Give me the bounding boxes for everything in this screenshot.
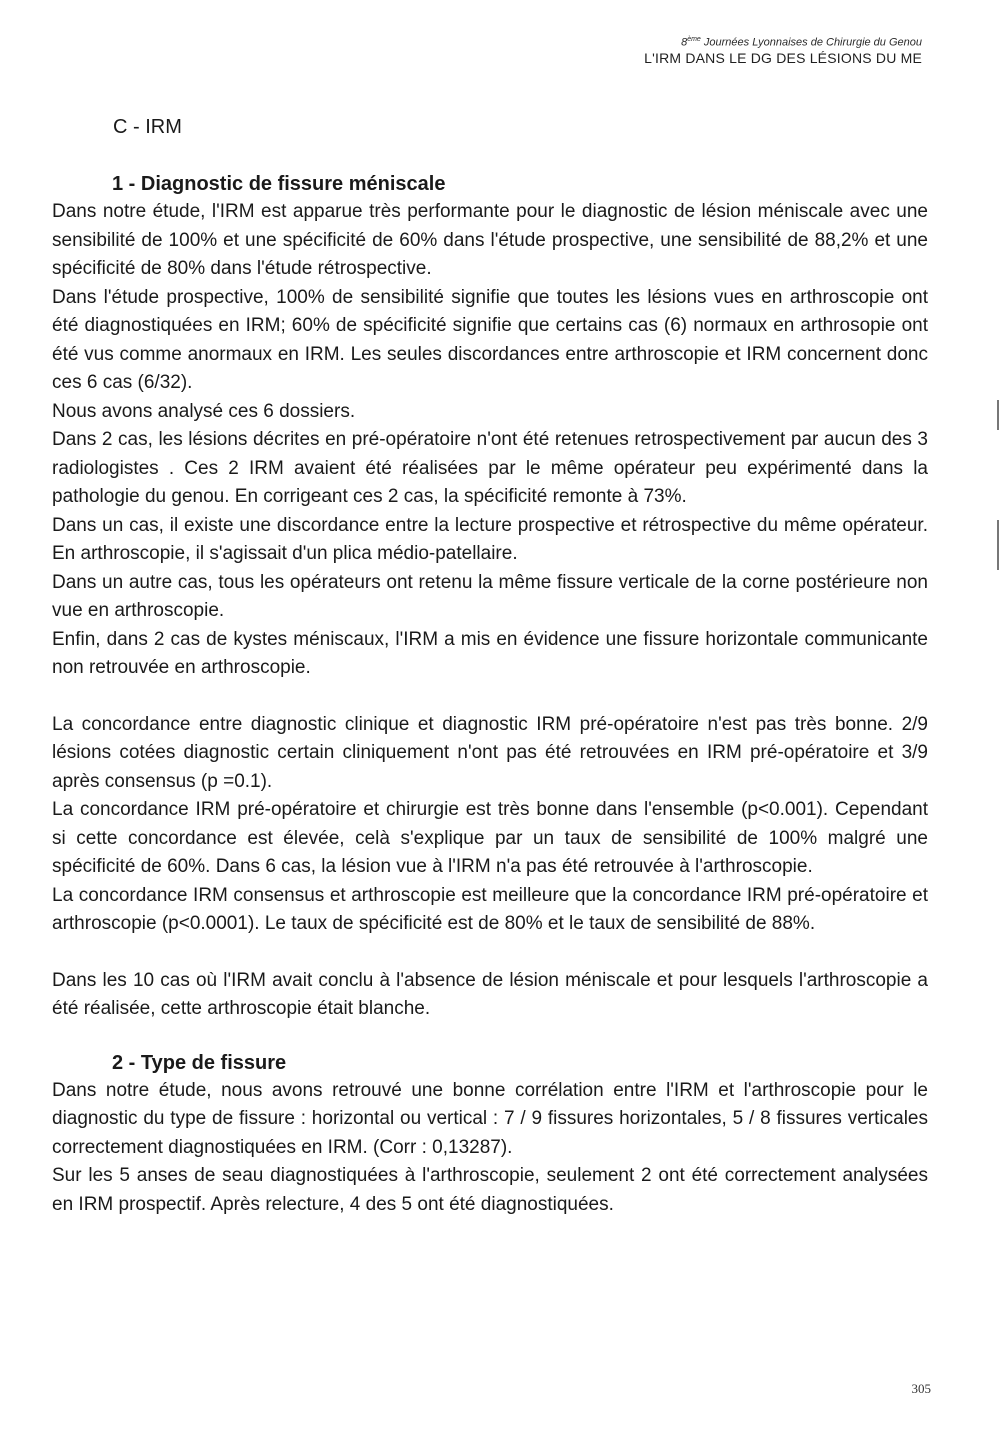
- paragraph: Dans un autre cas, tous les opérateurs ont retenu la même fissure verticale de la corne postérieure non vue en arthroscopie.: [52, 571, 928, 621]
- conference-ordinal-suffix: ème: [687, 36, 701, 43]
- paragraph: La concordance IRM pré-opératoire et chirurgie est très bonne dans l'ensemble (p<0.001). Cependant si cette concordance est élevée, celà s'explique par un taux de sensibilité de 100% malgré une spécificité de 60%. Dans 6 cas, la lésion vue à l'IRM n'a pas été retrouvée à l'arthroscopie.: [52, 799, 928, 877]
- paragraph: Dans un cas, il existe une discordance entre la lecture prospective et rétrospective du même opérateur. En arthroscopie, il s'agissait d'un plica médio-patellaire.: [52, 514, 928, 564]
- body-text: [52, 171, 928, 1219]
- scan-edge-mark: [997, 400, 999, 430]
- paragraph: Sur les 5 anses de seau diagnostiquées à l'arthroscopie, seulement 2 ont été correctement analysées en IRM prospectif. Après relecture, 4 des 5 ont été diagnostiquées.: [52, 1165, 928, 1215]
- paragraph: Dans l'étude prospective, 100% de sensibilité signifie que toutes les lésions vues en arthroscopie ont été diagnostiquées en IRM; 60% de spécificité signifie que certains cas (6) normaux en arthrosopie ont été vus comme anormaux en IRM. Les seules discordances entre arthroscopie et IRM concernent donc ces 6 cas (6/32).: [52, 286, 928, 393]
- paragraph: Nous avons analysé ces 6 dossiers.: [52, 400, 356, 422]
- conference-name: Journées Lyonnaises de Chirurgie du Genou: [703, 36, 922, 49]
- paragraph: Dans notre étude, nous avons retrouvé une bonne corrélation entre l'IRM et l'arthroscopie pour le diagnostic du type de fissure : horizontal ou vertical : 7 / 9 fissures horizontales, 5 / 8 fissures verticales correctement diagnostiquées en IRM. (Corr : 0,13287).: [52, 1079, 928, 1158]
- running-topic: L'IRM DANS LE DG DES LÉSIONS DU ME: [644, 49, 922, 66]
- paragraph: Dans 2 cas, les lésions décrites en pré-opératoire n'ont été retenues retrospectivement par aucun des 3 radiologistes . Ces 2 IRM avaient été réalisées par le même opérateur peu expérimenté dans la pathologie du genou. En corrigeant ces 2 cas, la spécificité remonte à 73%.: [52, 429, 928, 507]
- paragraph: Dans notre étude, l'IRM est apparue très performante pour le diagnostic de lésion méniscale avec une sensibilité de 100% et une spécificité de 60% dans l'étude prospective, une sensibilité de 88,2% et une spécificité de 80% dans l'étude rétrospective.: [52, 201, 928, 279]
- conference-title: [644, 36, 922, 50]
- paragraph: Dans les 10 cas où l'IRM avait conclu à l'absence de lésion méniscale et pour lesquels l'arthroscopie a été réalisée, cette arthroscopie était blanche.: [52, 969, 928, 1019]
- section-label: C - IRM: [113, 116, 182, 138]
- paragraph: La concordance IRM consensus et arthroscopie est meilleure que la concordance IRM pré-opératoire et arthroscopie (p<0.0001). Le taux de spécificité est de 80% et le taux de sensibilité de 88%.: [52, 884, 928, 934]
- scan-edge-mark: [997, 520, 999, 570]
- paragraph: Enfin, dans 2 cas de kystes méniscaux, l'IRM a mis en évidence une fissure horizontale communicante non retrouvée en arthroscopie.: [52, 628, 928, 678]
- paragraph: La concordance entre diagnostic clinique et diagnostic IRM pré-opératoire n'est pas très bonne. 2/9 lésions cotées diagnostic certain cliniquement n'ont pas été retrouvées en IRM pré-opératoire et 3/9 après consensus (p =0.1).: [52, 713, 928, 792]
- section-2-heading: 2 - Type de fissure: [112, 1051, 287, 1074]
- running-header: [644, 36, 922, 66]
- section-1-heading: 1 - Diagnostic de fissure méniscale: [112, 173, 446, 195]
- conference-ordinal: 8: [681, 36, 688, 49]
- page-number: 305: [911, 1381, 931, 1396]
